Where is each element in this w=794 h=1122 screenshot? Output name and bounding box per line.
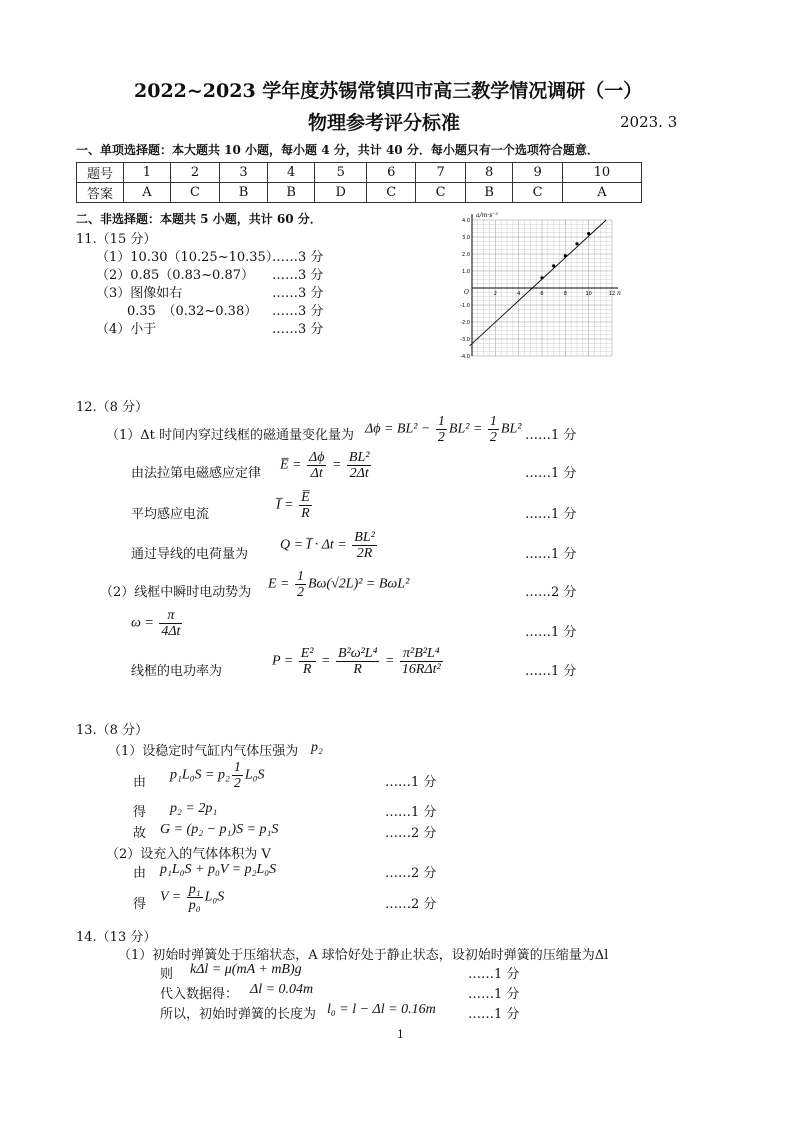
question-number-cell: 2	[170, 163, 219, 183]
section1-heading: 一、单项选择题：本大题共 10 小题，每小题 4 分，共计 40 分．每小题只有一个选项符合题意．	[76, 143, 599, 157]
x-tick-label: 10	[585, 291, 592, 297]
q13-score-2: ……1 分	[385, 805, 437, 820]
q11-score-5: ……3 分	[272, 322, 324, 337]
q13-lead-1: 由	[133, 775, 147, 790]
q14-score-3: ……1 分	[468, 1007, 520, 1022]
q13-score-4: ……2 分	[385, 866, 437, 881]
q14-lead-3: 所以，初始时弹簧的长度为	[160, 1007, 317, 1022]
q12-eq-omega: ω = $\frac{\pi}{4\Delta t}$	[131, 608, 181, 639]
q13-lead-5: 得	[133, 897, 147, 912]
q12-eq-instant-emf: E = $\frac{1}{2}$ Bω(√2L)² = BωL²	[268, 569, 410, 600]
x-axis-label: n	[617, 290, 621, 297]
q14-lead-1: 则	[160, 967, 174, 982]
answer-cell: C	[170, 183, 219, 203]
q12-eq-flux: Δϕ = BL² − $\frac{1}{2}$ BL² = $\frac{1}{2}$ BL²	[365, 414, 522, 445]
table-row-numbers	[77, 163, 642, 183]
q13-score-1: ……1 分	[385, 775, 437, 790]
q11-line-3: （3）图像如右	[96, 286, 183, 301]
question-number-cell: 10	[562, 163, 641, 183]
question-number-cell: 7	[416, 163, 465, 183]
y-tick-label: -4.0	[460, 354, 470, 360]
answer-cell: C	[513, 183, 562, 203]
q13-lead-3: 故	[133, 826, 147, 841]
answer-cell: D	[315, 183, 367, 203]
q13-eq-4: p₁L₀S + p₀V = p₂L₀S	[160, 862, 277, 877]
q12-text-5: （2）线框中瞬时电动势为	[100, 585, 252, 600]
q13-eq-3: G = (p₂ − p₁)S = p₁S	[160, 822, 279, 837]
q12-score-6: ……1 分	[525, 625, 577, 640]
q12-title: 12.（8 分）	[76, 400, 149, 415]
page-title: 2022~2023 学年度苏锡常镇四市高三教学情况调研（一）	[134, 80, 643, 102]
q11-score-1: ……3 分	[272, 250, 324, 265]
data-point	[575, 242, 578, 245]
answer-cell: A	[124, 183, 171, 203]
answer-cell: A	[562, 183, 641, 203]
question-number-cell: 9	[513, 163, 562, 183]
q14-eq-3: l₀ = l − Δl = 0.16m	[327, 1002, 436, 1017]
question-number-cell: 4	[267, 163, 315, 183]
x-tick-label: 4	[517, 291, 521, 297]
q13-lead-4: 由	[133, 866, 147, 881]
q12-text-2: 由法拉第电磁感应定律	[131, 466, 262, 481]
q13-eq-2: p₂ = 2p₁	[170, 801, 218, 816]
y-tick-label: 3.0	[462, 235, 470, 241]
y-tick-label: 1.0	[462, 269, 470, 275]
fit-line	[470, 220, 607, 346]
q12-score-4: ……1 分	[525, 547, 577, 562]
acceleration-chart	[448, 210, 634, 366]
q14-eq-1: kΔl = μ(mA + mB)g	[190, 962, 302, 977]
x-tick-label: 12	[608, 291, 616, 297]
y-tick-label: -2.0	[460, 320, 470, 326]
x-tick-label: 6	[540, 291, 544, 297]
q11-score-4: ……3 分	[272, 304, 324, 319]
q12-text-7: 线框的电功率为	[131, 664, 223, 679]
y-axis-label: a/m·s⁻²	[476, 212, 498, 219]
q11-title: 11.（15 分）	[76, 232, 157, 247]
page-number: 1	[397, 1028, 404, 1041]
data-point	[552, 264, 555, 267]
q11-line-1: （1）10.30（10.25~10.35）	[96, 250, 279, 265]
q12-text-1: （1）Δt 时间内穿过线框的磁通量变化量为	[106, 428, 355, 443]
q13-eq-1: p₁L₀S = p₂ $\frac{1}{2}$ L₀S	[170, 760, 265, 791]
q14-eq-2: Δl = 0.04m	[250, 982, 314, 997]
section2-heading: 二、非选择题：本题共 5 小题，共计 60 分．	[76, 212, 322, 226]
question-number-cell: 3	[220, 163, 268, 183]
q12-eq-emf: E̅ = $\frac{\Delta\phi}{\Delta t}$ = $\frac{\text{BL²}}{2\Delta t}$	[280, 450, 370, 481]
q11-line-2: （2）0.85（0.83~0.87）	[96, 268, 254, 283]
question-number-cell: 1	[124, 163, 171, 183]
question-number-cell: 8	[465, 163, 513, 183]
x-tick-label: 2	[493, 291, 497, 297]
q13-text-1: （1）设稳定时气缸内气体压强为	[108, 744, 299, 759]
row-label-number: 题号	[77, 163, 124, 183]
y-tick-label: 4.0	[462, 218, 470, 224]
q13-text-2: （2）设充入的气体体积为 V	[106, 847, 271, 862]
answer-cell: B	[267, 183, 315, 203]
q12-score-5: ……2 分	[525, 585, 577, 600]
q13-title: 13.（8 分）	[76, 723, 149, 738]
answer-cell: C	[416, 183, 465, 203]
q12-score-7: ……1 分	[525, 664, 577, 679]
q11-line-4: 0.35 （0.32~0.38）	[127, 304, 258, 319]
y-tick-label: 2.0	[462, 252, 470, 258]
document-date: 2023. 3	[620, 113, 678, 131]
answer-cell: B	[465, 183, 513, 203]
q13-lead-2: 得	[133, 805, 147, 820]
y-tick-label: -1.0	[460, 303, 470, 309]
data-point	[564, 254, 567, 257]
question-number-cell: 5	[315, 163, 367, 183]
page-subtitle: 物理参考评分标准	[308, 112, 461, 134]
q11-score-2: ……3 分	[272, 268, 324, 283]
q12-score-2: ……1 分	[525, 466, 577, 481]
q13-score-5: ……2 分	[385, 897, 437, 912]
q12-eq-current: I̅ = $\frac{E̅}{R}$	[276, 490, 310, 521]
q11-line-5: （4）小于	[96, 322, 157, 337]
q13-eq-5: V = $\frac{\text{p₁}}{\text{p₀}}$ L₀S	[160, 882, 225, 913]
table-row-answers	[77, 183, 642, 203]
q14-lead-2: 代入数据得：	[160, 987, 239, 1002]
question-number-cell: 6	[367, 163, 416, 183]
q14-text-1: （1）初始时弹簧处于压缩状态，A 球恰好处于静止状态，设初始时弹簧的压缩量为Δl	[118, 948, 609, 963]
answer-cell: C	[367, 183, 416, 203]
origin-label: O	[464, 289, 469, 296]
q12-eq-charge: Q = I̅ · Δt = $\frac{\text{BL²}}{2R}$	[280, 530, 375, 561]
q14-score-1: ……1 分	[468, 967, 520, 982]
q12-eq-power: P = $\frac{\text{E²}}{R}$ = $\frac{\text{B²ω²L⁴}}{R}$ = $\frac{\text{π²B²L⁴}}{\text{16RΔt²}}$	[272, 646, 441, 677]
data-point	[587, 232, 590, 235]
answer-cell: B	[220, 183, 268, 203]
q14-score-2: ……1 分	[468, 987, 520, 1002]
q12-text-3: 平均感应电流	[131, 507, 210, 522]
q13-var-p2: p₂	[311, 740, 323, 755]
answer-table	[76, 162, 642, 203]
x-tick-label: 8	[563, 291, 567, 297]
data-point	[540, 276, 543, 279]
q13-score-3: ……2 分	[385, 826, 437, 841]
y-tick-label: -3.0	[460, 337, 470, 343]
q14-title: 14.（13 分）	[76, 930, 157, 945]
q12-text-4: 通过导线的电荷量为	[131, 547, 249, 562]
row-label-answer: 答案	[77, 183, 124, 203]
q12-score-1: ……1 分	[525, 428, 577, 443]
q12-score-3: ……1 分	[525, 507, 577, 522]
q11-score-3: ……3 分	[272, 286, 324, 301]
